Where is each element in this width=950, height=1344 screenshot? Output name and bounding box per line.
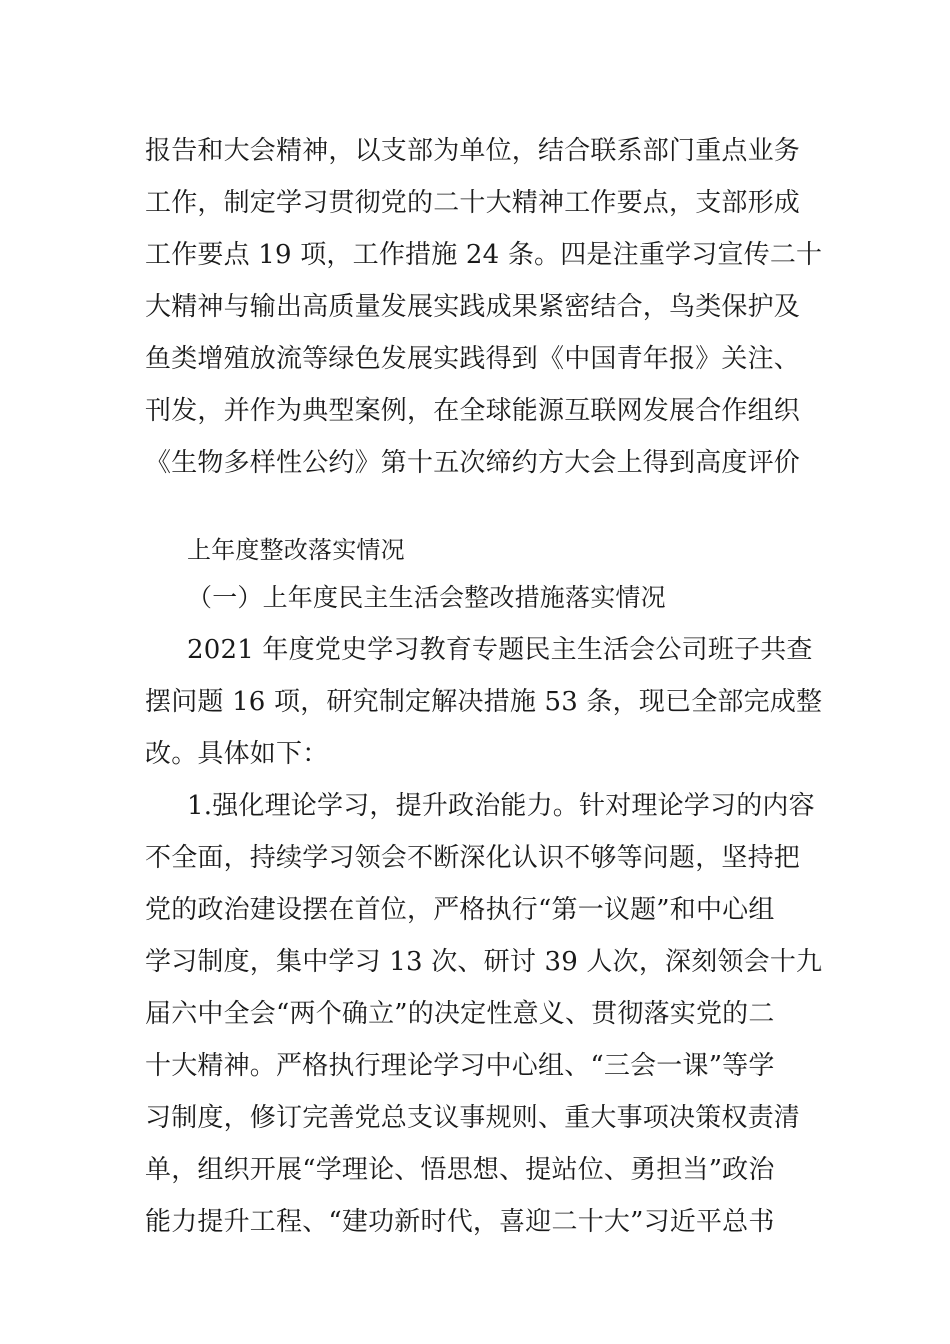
paragraph-3-line-7: 习制度，修订完善党总支议事规则、重大事项决策权责清 <box>145 1103 801 1133</box>
paragraph-3-line-5: 届六中全会“两个确立”的决定性意义、贯彻落实党的二 <box>145 999 775 1029</box>
paragraph-3-line-3: 党的政治建设摆在首位，严格执行“第一议题”和中心组 <box>145 895 775 925</box>
subsection-heading: （一）上年度民主生活会整改措施落实情况 <box>187 583 666 612</box>
paragraph-1-line-1: 报告和大会精神，以支部为单位，结合联系部门重点业务 <box>145 136 801 166</box>
paragraph-3-line-1: 1.强化理论学习，提升政治能力。针对理论学习的内容 <box>187 791 815 821</box>
paragraph-1-line-3: 工作要点 19 项，工作措施 24 条。四是注重学习宣传二十 <box>145 240 823 270</box>
paragraph-1-line-2: 工作，制定学习贯彻党的二十大精神工作要点，支部形成 <box>145 188 801 218</box>
paragraph-2-line-3: 改。具体如下： <box>145 739 329 769</box>
paragraph-1-line-4: 大精神与输出高质量发展实践成果紧密结合，鸟类保护及 <box>145 292 801 322</box>
paragraph-3-line-6: 十大精神。严格执行理论学习中心组、“三会一课”等学 <box>145 1051 775 1081</box>
paragraph-3-line-9: 能力提升工程、“建功新时代，喜迎二十大”习近平总书 <box>145 1207 775 1237</box>
paragraph-2-line-1: 2021 年度党史学习教育专题民主生活会公司班子共查 <box>187 635 813 665</box>
paragraph-3-line-8: 单，组织开展“学理论、悟思想、提站位、勇担当”政治 <box>145 1155 775 1185</box>
paragraph-1-line-7: 《生物多样性公约》第十五次缔约方大会上得到高度评价 <box>145 448 801 478</box>
paragraph-1-line-5: 鱼类增殖放流等绿色发展实践得到《中国青年报》关注、 <box>145 344 801 374</box>
paragraph-1-line-6: 刊发，并作为典型案例，在全球能源互联网发展合作组织 <box>145 396 801 426</box>
paragraph-3-line-4: 学习制度，集中学习 13 次、研讨 39 人次，深刻领会十九 <box>145 947 823 977</box>
section-heading: 上年度整改落实情况 <box>187 536 405 564</box>
paragraph-3-line-2: 不全面，持续学习领会不断深化认识不够等问题，坚持把 <box>145 843 801 873</box>
paragraph-2-line-2: 摆问题 16 项，研究制定解决措施 53 条，现已全部完成整 <box>145 687 823 717</box>
